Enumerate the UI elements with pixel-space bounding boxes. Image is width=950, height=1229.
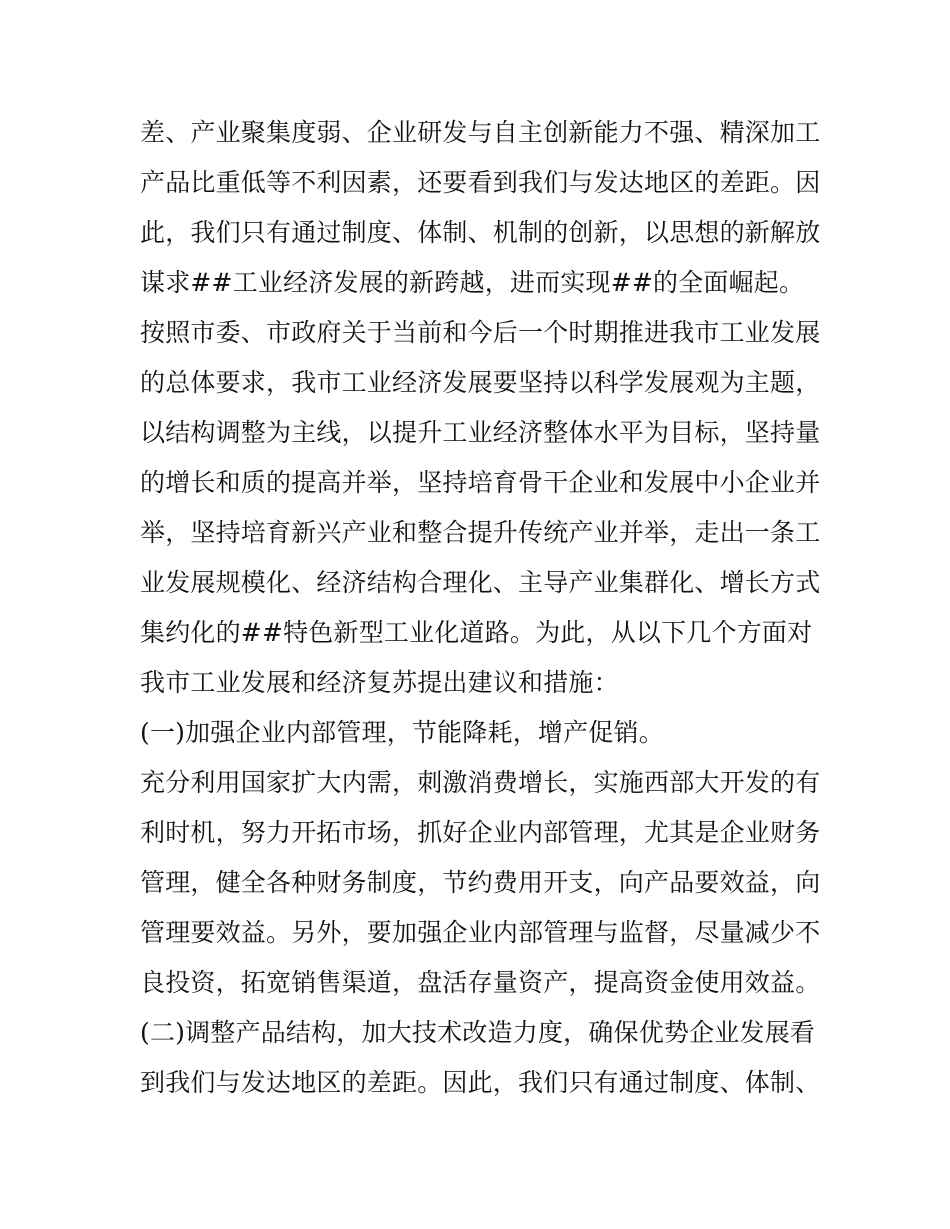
text-line: 到我们与发达地区的差距。因此，我们只有通过制度、体制、 — [140, 1068, 821, 1097]
text-line: 我市工业发展和经济复苏提出建议和措施： — [140, 668, 619, 697]
text-line: 管理，健全各种财务制度，节约费用开支，向产品要效益，向 — [140, 868, 821, 897]
section-heading: (一)加强企业内部管理，节能降耗，增产促销。 — [140, 718, 664, 747]
text-line: 此，我们只有通过制度、体制、机制的创新，以思想的新解放 — [140, 218, 821, 247]
text-line: 业发展规模化、经济结构合理化、主导产业集群化、增长方式 — [140, 568, 821, 597]
text-line: 的总体要求，我市工业经济发展要坚持以科学发展观为主题， — [140, 368, 821, 397]
text-line: 的增长和质的提高并举，坚持培育骨干企业和发展中小企业并 — [140, 468, 821, 497]
text-line: 良投资，拓宽销售渠道，盘活存量资产，提高资金使用效益。 — [140, 968, 821, 997]
section-heading: (二)调整产品结构，加大技术改造力度，确保优势企业发展看 — [140, 1018, 816, 1047]
text-line: 差、产业聚集度弱、企业研发与自主创新能力不强、精深加工 — [140, 118, 821, 147]
text-line: 集约化的##特色新型工业化道路。为此，从以下几个方面对 — [140, 618, 813, 647]
text-line: 以结构调整为主线，以提升工业经济整体水平为目标，坚持量 — [140, 418, 821, 447]
text-line: 谋求##工业经济发展的新跨越，进而实现##的全面崛起。 — [140, 268, 805, 297]
text-line: 产品比重低等不利因素，还要看到我们与发达地区的差距。因 — [140, 168, 821, 197]
text-line: 利时机，努力开拓市场，抓好企业内部管理，尤其是企业财务 — [140, 818, 821, 847]
text-line: 充分利用国家扩大内需，刺激消费增长，实施西部大开发的有 — [140, 768, 821, 797]
text-line: 举，坚持培育新兴产业和整合提升传统产业并举，走出一条工 — [140, 518, 821, 547]
text-line: 管理要效益。另外，要加强企业内部管理与监督，尽量减少不 — [140, 918, 821, 947]
text-line: 按照市委、市政府关于当前和今后一个时期推进我市工业发展 — [140, 318, 821, 347]
